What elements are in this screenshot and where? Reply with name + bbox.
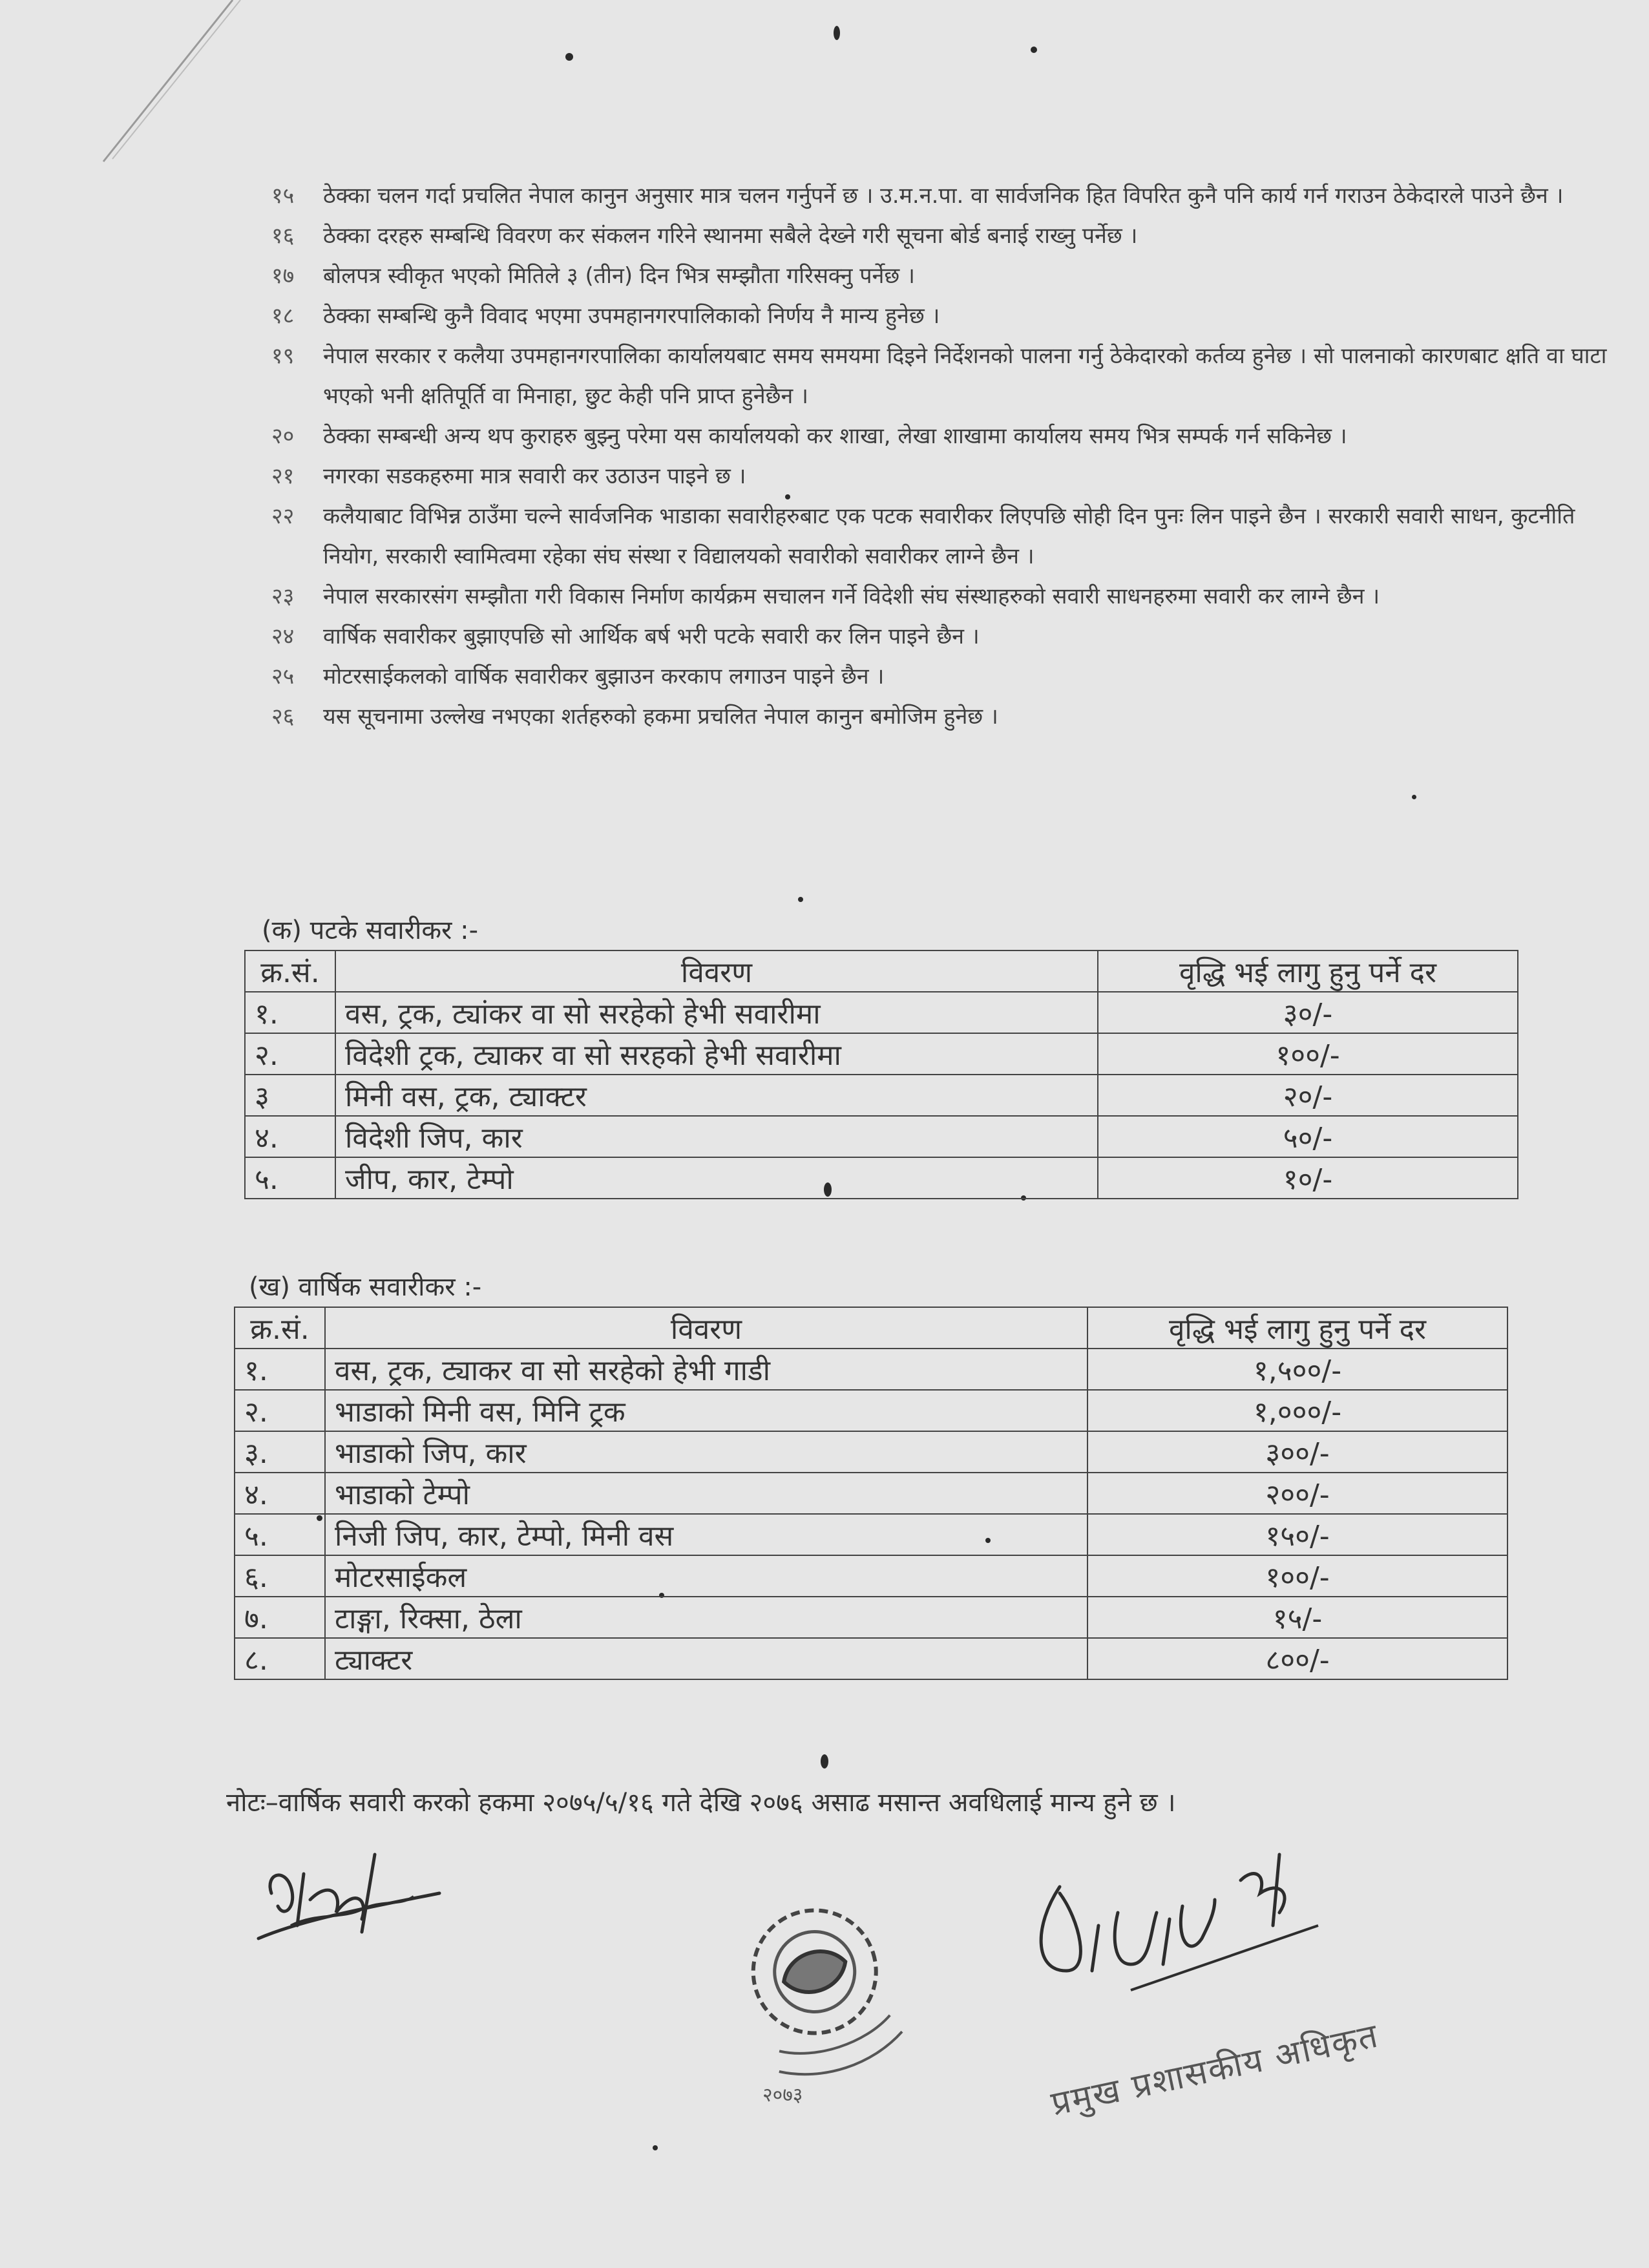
annual-tax-table <box>234 1307 1508 1680</box>
term-text: यस सूचनामा उल्लेख नभएका शर्तहरुको हकमा प्रचलित नेपाल कानुन बमोजिम हुनेछ । <box>323 704 998 730</box>
table-row <box>245 1075 1518 1116</box>
table-row <box>235 1597 1507 1638</box>
row-serial: ७. <box>235 1597 325 1638</box>
term-number: २१ <box>271 463 295 489</box>
row-description: मिनी वस, ट्रक, ट्याक्टर <box>335 1075 1098 1116</box>
validity-note: नोटः–वार्षिक सवारी करको हकमा २०७५/५/१६ गते देखि २०७६ असाढ मसान्त अवधिलाई मान्य हुने छ । <box>226 1788 1176 1818</box>
row-rate: २००/- <box>1087 1473 1507 1514</box>
seal-year: २०७३ <box>762 2084 803 2106</box>
designation-stamp: प्रमुख प्रशासकीय अधिकृत <box>1047 2016 1383 2124</box>
term-item <box>271 576 1628 616</box>
row-rate: ३०/- <box>1098 992 1518 1033</box>
row-description: विदेशी जिप, कार <box>335 1116 1098 1157</box>
term-number: २० <box>271 423 295 449</box>
term-number: १५ <box>271 183 295 209</box>
section-title-annual-tax: (ख) वार्षिक सवारीकर :- <box>249 1272 482 1302</box>
term-text: ठेक्का सम्बन्धि कुनै विवाद भएमा उपमहानगरपालिकाको निर्णय नै मान्य हुनेछ । <box>323 303 940 329</box>
row-serial: ६. <box>235 1555 325 1597</box>
term-text: नेपाल सरकारसंग सम्झौता गरी विकास निर्माण कार्यक्रम सचालन गर्ने विदेशी संघ संस्थाहरुको सवारी साधनहरुमा सवारी कर लाग्ने छैन । <box>323 583 1380 609</box>
term-number: २३ <box>271 583 295 609</box>
table-row <box>245 992 1518 1033</box>
office-seal <box>685 1861 956 2145</box>
term-text: नेपाल सरकार र कलैया उपमहानगरपालिका कार्यालयबाट समय समयमा दिइने निर्देशनको पालना गर्नु ठेकेदारको कर्तव्य हुनेछ । सो पालनाको कारणबाट क्षति वा घाटा भएको भनी क्षतिपूर्ति वा मिनाहा, छुट केही पनि प्राप्त हुनेछैन । <box>323 343 1607 409</box>
term-item <box>271 496 1628 576</box>
row-serial: २. <box>245 1033 335 1075</box>
term-number: २६ <box>271 704 295 730</box>
header-description: विवरण <box>325 1307 1087 1349</box>
term-number: २५ <box>271 664 295 689</box>
row-serial: ३. <box>235 1431 325 1473</box>
term-text: ठेक्का दरहरु सम्बन्धि विवरण कर संकलन गरिने स्थानमा सबैले देख्ने गरी सूचना बोर्ड बनाई राख्नु पर्नेछ । <box>323 223 1138 249</box>
term-text: मोटरसाईकलको वार्षिक सवारीकर बुझाउन करकाप लगाउन पाइने छैन । <box>323 664 885 689</box>
row-serial: १. <box>235 1349 325 1390</box>
row-description: भाडाको टेम्पो <box>325 1473 1087 1514</box>
table-row <box>235 1431 1507 1473</box>
ink-speck <box>1031 47 1037 53</box>
left-signature <box>246 1835 452 1964</box>
term-text: नगरका सडकहरुमा मात्र सवारी कर उठाउन पाइने छ । <box>323 463 746 489</box>
term-number: २२ <box>271 503 295 529</box>
row-description: ट्याक्टर <box>325 1638 1087 1679</box>
term-text: कलैयाबाट विभिन्न ठाउँमा चल्ने सार्वजनिक भाडाका सवारीहरुबाट एक पटक सवारीकर लिएपछि सोही दिन पुनः लिन पाइने छैन । सरकारी सवारी साधन, कुटनीति नियोग, सरकारी स्वामित्वमा रहेका संघ संस्था र विद्यालयको सवारीको सवारीकर लाग्ने छैन । <box>323 503 1575 569</box>
term-text: वार्षिक सवारीकर बुझाएपछि सो आर्थिक बर्ष भरी पटके सवारी कर लिन पाइने छैन । <box>323 624 980 649</box>
term-number: २४ <box>271 624 295 649</box>
ink-speck <box>1412 795 1416 799</box>
row-serial: ४. <box>235 1473 325 1514</box>
row-serial: १. <box>245 992 335 1033</box>
term-text: बोलपत्र स्वीकृत भएको मितिले ३ (तीन) दिन भित्र सम्झौता गरिसक्नु पर्नेछ । <box>323 263 915 289</box>
row-rate: ८००/- <box>1087 1638 1507 1679</box>
term-item <box>271 656 1628 697</box>
term-number: १९ <box>271 343 295 369</box>
table-row <box>235 1349 1507 1390</box>
ink-speck <box>798 897 803 902</box>
ink-speck <box>565 53 573 61</box>
ink-speck <box>653 2145 658 2150</box>
term-item <box>271 416 1628 456</box>
table-header-row <box>245 950 1518 992</box>
term-text: ठेक्का सम्बन्धी अन्य थप कुराहरु बुझ्नु परेमा यस कार्यालयको कर शाखा, लेखा शाखामा कार्यालय समय भित्र सम्पर्क गर्न सकिनेछ । <box>323 423 1347 449</box>
row-description: भाडाको जिप, कार <box>325 1431 1087 1473</box>
row-rate: १००/- <box>1087 1555 1507 1597</box>
paper-crease-mark <box>90 0 258 168</box>
row-description: वस, ट्रक, ट्यांकर वा सो सरहेको हेभी सवारीमा <box>335 992 1098 1033</box>
row-rate: १,०००/- <box>1087 1390 1507 1431</box>
row-rate: १५/- <box>1087 1597 1507 1638</box>
row-description: वस, ट्रक, ट्याकर वा सो सरहेको हेभी गाडी <box>325 1349 1087 1390</box>
row-serial: ३ <box>245 1075 335 1116</box>
term-item <box>271 296 1628 336</box>
ink-speck <box>821 1754 828 1769</box>
row-serial: ५. <box>245 1157 335 1199</box>
row-description: मोटरसाईकल <box>325 1555 1087 1597</box>
table-row <box>235 1638 1507 1679</box>
term-item <box>271 616 1628 656</box>
table-row <box>235 1473 1507 1514</box>
row-rate: ५०/- <box>1098 1116 1518 1157</box>
header-serial: क्र.सं. <box>245 950 335 992</box>
header-description: विवरण <box>335 950 1098 992</box>
row-description: भाडाको मिनी वस, मिनि ट्रक <box>325 1390 1087 1431</box>
term-item <box>271 256 1628 296</box>
term-number: १७ <box>271 263 295 289</box>
table-row <box>245 1116 1518 1157</box>
section-title-per-trip-tax: (क) पटके सवारीकर :- <box>262 916 479 945</box>
ink-speck <box>834 26 840 40</box>
term-number: १६ <box>271 223 295 249</box>
header-rate: वृद्धि भई लागु हुनु पर्ने दर <box>1087 1307 1507 1349</box>
table-header-row <box>235 1307 1507 1349</box>
term-text: ठेक्का चलन गर्दा प्रचलित नेपाल कानुन अनुसार मात्र चलन गर्नुपर्ने छ । उ.म.न.पा. वा सार्वजनिक हित विपरित कुनै पनि कार्य गर्न गराउन ठेकेदारले पाउने छैन । <box>323 183 1564 209</box>
terms-list <box>271 176 1628 737</box>
table-row <box>235 1390 1507 1431</box>
header-serial: क्र.सं. <box>235 1307 325 1349</box>
right-signature <box>1021 1842 1357 2010</box>
table-row <box>235 1514 1507 1555</box>
row-description: टाङ्गा, रिक्सा, ठेला <box>325 1597 1087 1638</box>
row-serial: ५. <box>235 1514 325 1555</box>
row-description: निजी जिप, कार, टेम्पो, मिनी वस <box>325 1514 1087 1555</box>
row-rate: १००/- <box>1098 1033 1518 1075</box>
row-serial: ८. <box>235 1638 325 1679</box>
row-rate: ३००/- <box>1087 1431 1507 1473</box>
header-rate: वृद्धि भई लागु हुनु पर्ने दर <box>1098 950 1518 992</box>
term-item <box>271 697 1628 737</box>
table-row <box>245 1157 1518 1199</box>
term-item <box>271 216 1628 256</box>
table-row <box>245 1033 1518 1075</box>
per-trip-tax-table <box>244 950 1518 1199</box>
row-rate: १५०/- <box>1087 1514 1507 1555</box>
row-description: जीप, कार, टेम्पो <box>335 1157 1098 1199</box>
term-item <box>271 336 1628 416</box>
term-item <box>271 176 1628 216</box>
row-rate: १,५००/- <box>1087 1349 1507 1390</box>
term-number: १८ <box>271 303 295 329</box>
row-serial: ४. <box>245 1116 335 1157</box>
term-item <box>271 456 1628 496</box>
row-rate: २०/- <box>1098 1075 1518 1116</box>
table-row <box>235 1555 1507 1597</box>
row-serial: २. <box>235 1390 325 1431</box>
row-description: विदेशी ट्रक, ट्याकर वा सो सरहको हेभी सवारीमा <box>335 1033 1098 1075</box>
row-rate: १०/- <box>1098 1157 1518 1199</box>
